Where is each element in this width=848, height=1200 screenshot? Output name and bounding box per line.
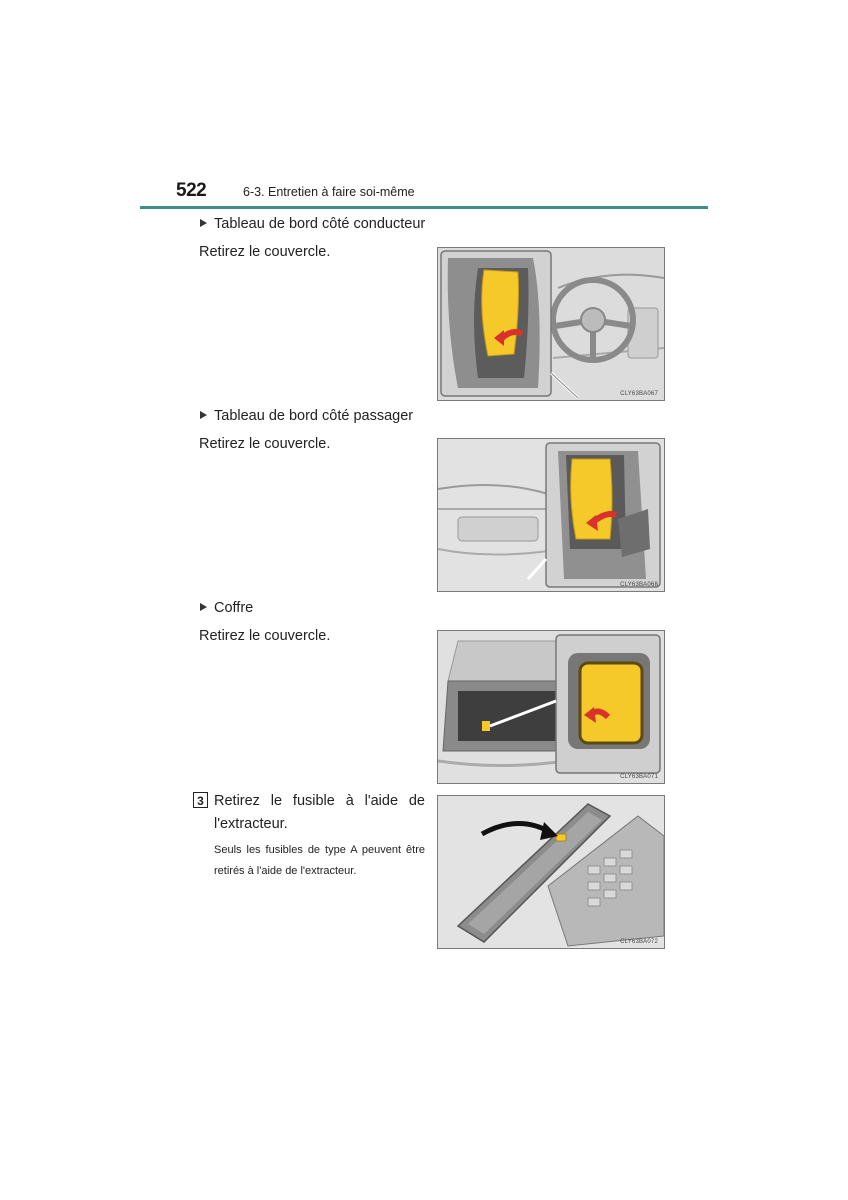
section-title: 6-3. Entretien à faire soi-même [243,185,415,199]
step-note: Seuls les fusibles de type A peuvent être retirés à l'aide de l'extracteur. [214,844,425,877]
figure-fuse-extractor [437,795,665,949]
step-instruction: Retirez le fusible à l'aide de l'extracteur. [214,793,425,832]
bullet-driver-dashboard [200,216,425,232]
bullet-triangle-icon [200,603,207,611]
trunk-illustration [438,631,664,783]
bullet-label: Coffre [214,600,254,616]
figure-trunk [437,630,665,784]
bullet-passenger-dashboard [200,408,413,424]
bullet-label: Tableau de bord côté passager [214,408,414,424]
figure-code: CLY63BA067 [620,391,658,397]
bullet-trunk [200,600,253,616]
instruction-remove-cover: Retirez le couvercle. [199,628,331,644]
page-number: 522 [176,180,207,201]
bullet-label: Tableau de bord côté conducteur [214,216,426,232]
fuse-extractor-illustration [438,796,664,948]
step-number-badge: 3 [193,792,208,808]
figure-driver-dashboard [437,247,665,401]
passenger-dashboard-illustration [438,439,664,591]
driver-dashboard-illustration [438,248,664,400]
header-rule [140,206,708,209]
figure-code: CLY63BA068 [620,582,658,588]
instruction-remove-cover: Retirez le couvercle. [199,436,331,452]
bullet-triangle-icon [200,411,207,419]
bullet-triangle-icon [200,219,207,227]
figure-code: CLY63BA072 [620,939,658,945]
instruction-remove-cover: Retirez le couvercle. [199,244,331,260]
figure-passenger-dashboard [437,438,665,592]
figure-code: CLY63BA071 [620,774,658,780]
